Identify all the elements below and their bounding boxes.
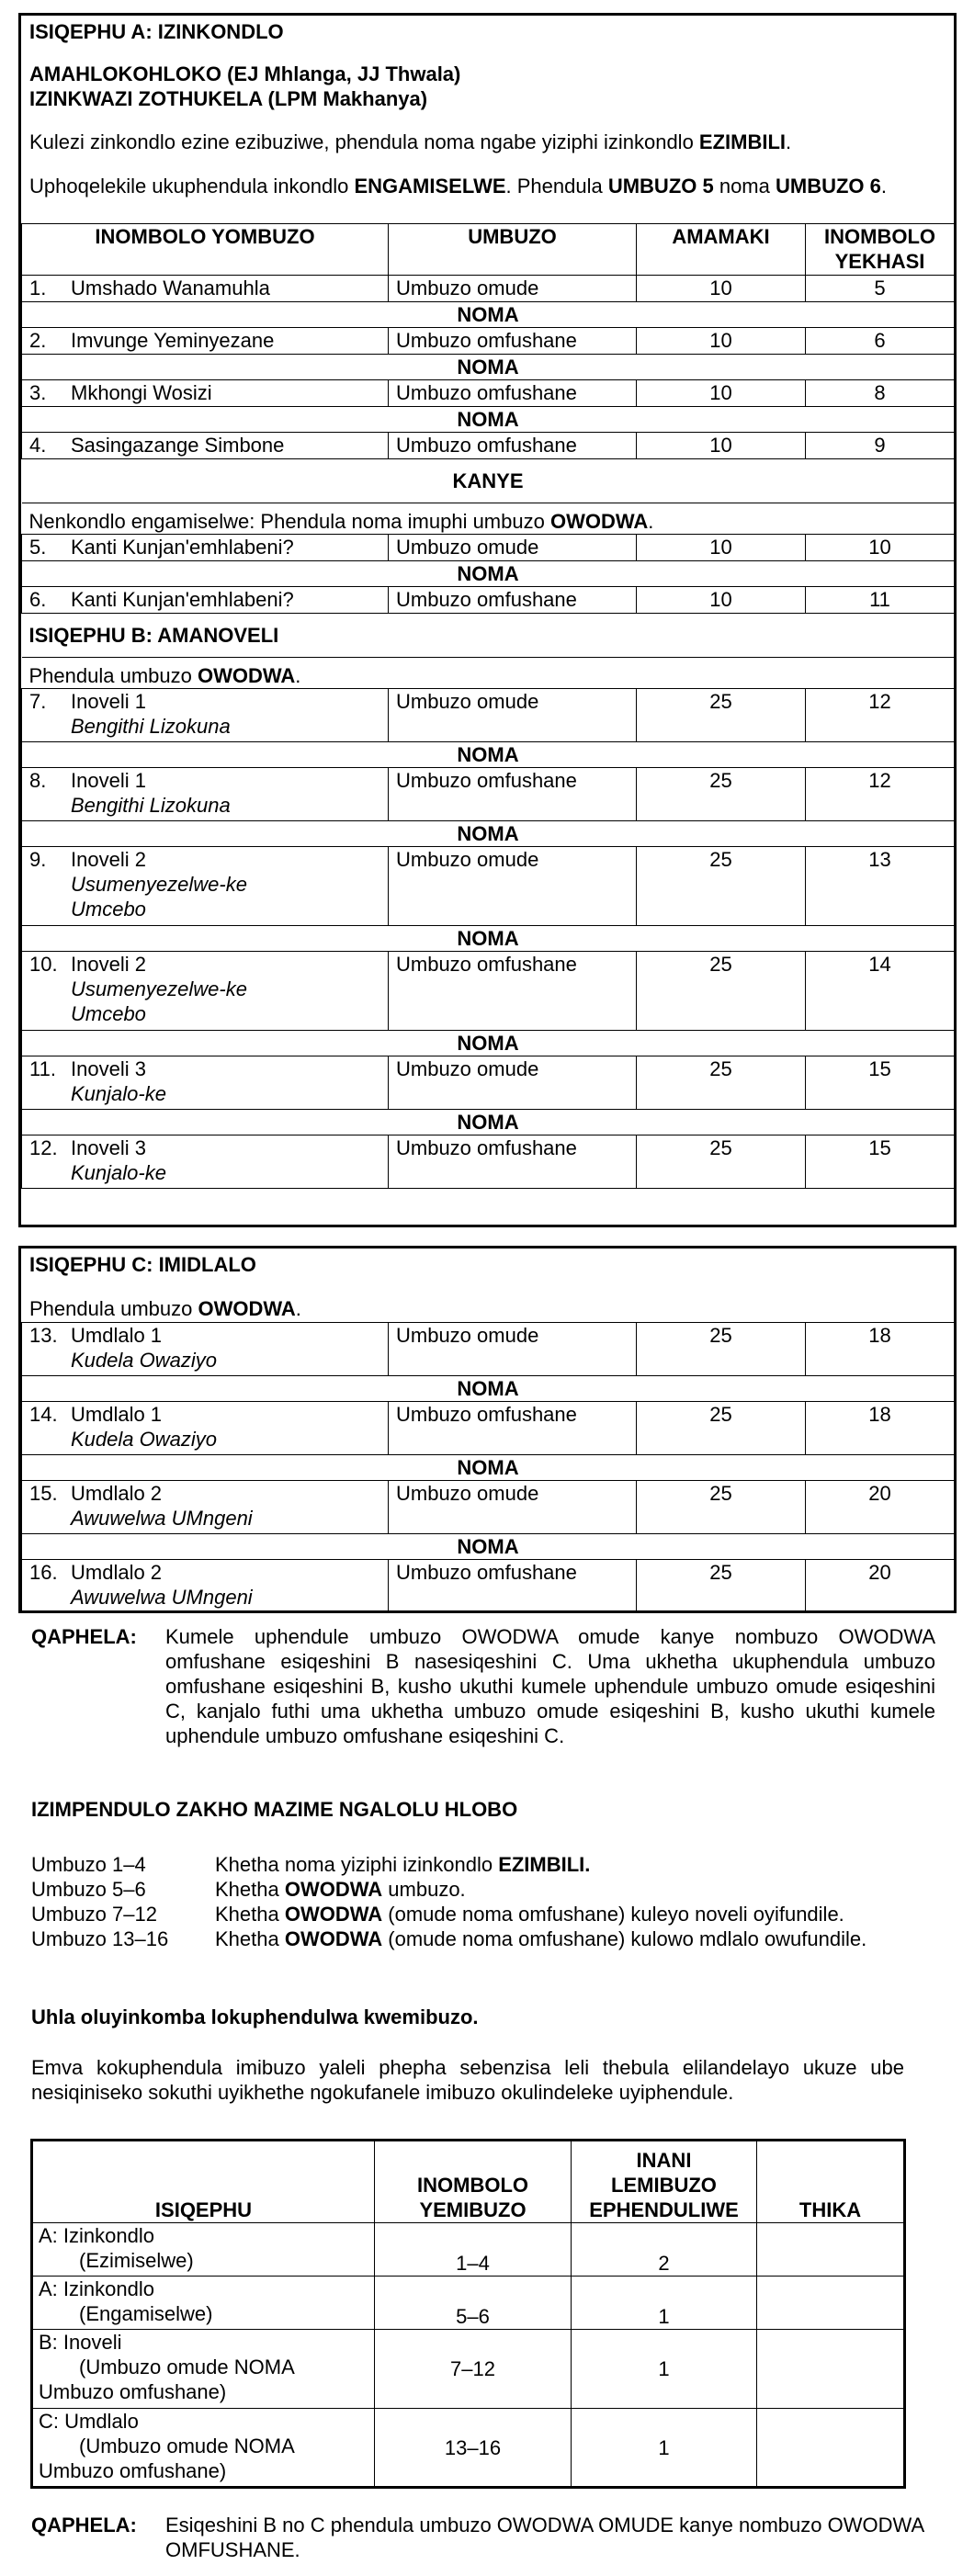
question-cell xyxy=(22,587,389,614)
checklist-section xyxy=(32,2223,375,2277)
checklist-section xyxy=(32,2330,375,2409)
section-b-title-row xyxy=(22,614,955,658)
marks-cell: 25 xyxy=(637,847,806,926)
answered-count: 2 xyxy=(572,2223,757,2277)
question-cell xyxy=(22,1402,389,1455)
answer-text-bold: OWODWA xyxy=(284,1927,383,1950)
section-a-b-box xyxy=(18,13,957,1227)
checklist-row xyxy=(32,2409,905,2488)
tick-box[interactable] xyxy=(757,2330,905,2409)
table-row xyxy=(22,1402,955,1455)
table-row xyxy=(22,768,955,821)
question-type: Umbuzo omude xyxy=(389,1481,637,1534)
noma-label: NOMA xyxy=(22,821,955,847)
question-cell xyxy=(22,952,389,1031)
drama-title: Kudela Owaziyo xyxy=(71,1349,217,1372)
col-header-answered-count xyxy=(572,2141,757,2223)
question-type: Umbuzo omude xyxy=(389,847,637,926)
question-number: 15. xyxy=(29,1482,58,1505)
section-sub: (Engamiselwe) xyxy=(79,2302,213,2325)
anthology-1: AMAHLOKOHLOKO (EJ Mhlanga, JJ Thwala) xyxy=(29,62,461,85)
section-sub: Umbuzo omfushane) xyxy=(39,2380,227,2403)
noma-row xyxy=(22,926,955,952)
checklist-row xyxy=(32,2330,905,2409)
note-text: Esiqeshini B no C phendula umbuzo OWODWA OMUDE kanye nombuzo OWODWA OMFUSHANE. xyxy=(165,2514,923,2561)
section-sub: (Umbuzo omude NOMA xyxy=(79,2356,295,2378)
answer-label: Umbuzo 13–16 xyxy=(31,1927,169,1950)
section-sub: Umbuzo omfushane) xyxy=(39,2459,227,2482)
answers-title: IZIMPENDULO ZAKHO MAZIME NGALOLU HLOBO xyxy=(31,1798,518,1821)
marks-cell: 25 xyxy=(637,689,806,742)
question-type: Umbuzo omfushane xyxy=(389,1402,637,1455)
answer-row xyxy=(31,1926,904,1951)
header-line: EPHENDULIWE xyxy=(589,2198,739,2221)
marks-cell: 10 xyxy=(637,276,806,302)
table-row xyxy=(22,276,955,302)
page-cell: 9 xyxy=(806,433,955,459)
col-header-question: UMBUZO xyxy=(389,224,637,276)
answer-text-part: Khetha xyxy=(215,1927,285,1950)
checklist-section xyxy=(32,2277,375,2330)
answer-text xyxy=(215,1902,935,1926)
section-name: C: Umdlalo xyxy=(39,2410,139,2433)
question-number: 1. xyxy=(29,277,47,299)
question-type: Umbuzo omude xyxy=(389,535,637,561)
novel-title: Umcebo xyxy=(71,1002,146,1025)
answered-count: 1 xyxy=(572,2330,757,2409)
novel-title: Usumenyezelwe-ke xyxy=(71,977,247,1000)
checklist-header-row xyxy=(32,2141,905,2223)
col-header-question-number: INOMBOLO YOMBUZO xyxy=(22,224,389,276)
prescribed-instruction xyxy=(22,503,955,535)
answer-text-part: (omude noma omfushane) kulowo mdlalo owufundile. xyxy=(382,1927,867,1950)
page-cell: 8 xyxy=(806,380,955,407)
instr-text: . Phendula xyxy=(505,175,608,198)
question-type: Umbuzo omfushane xyxy=(389,328,637,355)
answer-text-bold: OWODWA xyxy=(284,1903,383,1926)
question-title: Inoveli 2 xyxy=(71,848,146,871)
page-cell: 13 xyxy=(806,847,955,926)
note-label: QAPHELA: xyxy=(31,1625,137,1648)
page-cell: 12 xyxy=(806,689,955,742)
question-number: 11. xyxy=(29,1057,56,1080)
page-cell: 20 xyxy=(806,1481,955,1534)
question-type: Umbuzo omfushane xyxy=(389,768,637,821)
novel-title: Bengithi Lizokuna xyxy=(71,715,231,738)
question-cell xyxy=(22,1481,389,1534)
tick-box[interactable] xyxy=(757,2277,905,2330)
instr-text: Phendula umbuzo xyxy=(29,1297,198,1320)
table-row xyxy=(22,433,955,459)
question-number: 14. xyxy=(29,1403,58,1426)
question-type: Umbuzo omfushane xyxy=(389,380,637,407)
col-header-question-numbers xyxy=(375,2141,572,2223)
anthology-2: IZINKWAZI ZOTHUKELA (LPM Makhanya) xyxy=(29,87,428,110)
marks-cell: 25 xyxy=(637,1481,806,1534)
section-a-instruction-1 xyxy=(29,130,946,154)
answer-row xyxy=(31,1877,904,1902)
instr-text: . xyxy=(648,510,654,533)
page-cell: 18 xyxy=(806,1402,955,1455)
question-type: Umbuzo omfushane xyxy=(389,1560,637,1613)
page-cell: 5 xyxy=(806,276,955,302)
question-range: 7–12 xyxy=(375,2330,572,2409)
answer-label: Umbuzo 7–12 xyxy=(31,1903,157,1926)
answer-instructions xyxy=(31,1852,904,1951)
noma-label: NOMA xyxy=(22,1031,955,1056)
section-b-instruction-row xyxy=(22,658,955,689)
question-type: Umbuzo omude xyxy=(389,1056,637,1110)
question-type: Umbuzo omude xyxy=(389,276,637,302)
answer-label: Umbuzo 5–6 xyxy=(31,1878,146,1901)
noma-label: NOMA xyxy=(22,1534,955,1560)
header-line: YEKHASI xyxy=(834,250,925,273)
table-row xyxy=(22,1560,955,1613)
question-title: Inoveli 1 xyxy=(71,690,146,713)
question-type: Umbuzo omfushane xyxy=(389,952,637,1031)
page-cell: 15 xyxy=(806,1135,955,1189)
section-name: B: Inoveli xyxy=(39,2331,122,2354)
question-title: Imvunge Yeminyezane xyxy=(71,329,275,352)
instr-bold: OWODWA xyxy=(198,1297,296,1320)
checklist-intro: Emva kokuphendula imibuzo yaleli phepha sebenzisa leli thebula elilandelayo ukuze ube nesiqiniseko sokuthi uyikhethe ngokufanele imibuzo okulindeleke uyiphendule. xyxy=(31,2056,904,2104)
noma-row xyxy=(22,821,955,847)
kanye-label: KANYE xyxy=(22,459,955,503)
table-header-row xyxy=(22,224,955,276)
question-type: Umbuzo omfushane xyxy=(389,587,637,614)
instr-text: . xyxy=(786,130,792,153)
marks-cell: 10 xyxy=(637,380,806,407)
col-header-tick: THIKA xyxy=(757,2141,905,2223)
page-cell: 15 xyxy=(806,1056,955,1110)
col-header-section: ISIQEPHU xyxy=(32,2141,375,2223)
question-title: Kanti Kunjan'emhlabeni? xyxy=(71,588,294,611)
header-line: INANI xyxy=(636,2149,692,2172)
noma-row xyxy=(22,407,955,433)
question-number: 10. xyxy=(29,953,58,976)
question-number: 7. xyxy=(29,690,47,713)
question-title: Umshado Wanamuhla xyxy=(71,277,270,299)
noma-row xyxy=(22,1534,955,1560)
marks-cell: 25 xyxy=(637,1402,806,1455)
question-type: Umbuzo omfushane xyxy=(389,433,637,459)
question-number: 3. xyxy=(29,381,47,404)
answered-count: 1 xyxy=(572,2409,757,2488)
drama-title: Awuwelwa UMngeni xyxy=(71,1586,253,1609)
novel-title: Kunjalo-ke xyxy=(71,1082,166,1105)
noma-label: NOMA xyxy=(22,1110,955,1135)
checklist-table xyxy=(30,2139,906,2489)
table-row xyxy=(22,952,955,1031)
instr-bold: UMBUZO 5 xyxy=(607,175,714,198)
novel-title: Kunjalo-ke xyxy=(71,1161,166,1184)
note-text: Kumele uphendule umbuzo OWODWA omude kanye nombuzo OWODWA omfushane esiqeshini B nasesiqeshini C. Uma ukhetha ukuphendula umbuzo omfushane esiqeshini B, kusho ukuthi kumele uphendule umbuzo omude esiqeshini C, kanjalo futhi uma ukhetha umbuzo omude esiqeshini B, kusho ukuthi kumele uphendule umbuzo omfushane esiqeshini C. xyxy=(165,1625,935,1747)
noma-label: NOMA xyxy=(22,355,955,380)
question-title: Kanti Kunjan'emhlabeni? xyxy=(71,536,294,559)
section-a-title: ISIQEPHU A: IZINKONDLO xyxy=(29,20,284,43)
noma-label: NOMA xyxy=(22,742,955,768)
section-c-box xyxy=(18,1246,957,1613)
page-cell: 10 xyxy=(806,535,955,561)
question-title: Umdlalo 2 xyxy=(71,1561,163,1584)
prescribed-row xyxy=(22,503,955,535)
question-title: Mkhongi Wosizi xyxy=(71,381,212,404)
marks-cell: 10 xyxy=(637,535,806,561)
question-number: 5. xyxy=(29,536,47,559)
section-c-title: ISIQEPHU C: IMIDLALO xyxy=(29,1253,256,1276)
tick-box[interactable] xyxy=(757,2409,905,2488)
instr-text: . xyxy=(295,664,301,687)
page-cell: 6 xyxy=(806,328,955,355)
answer-text-part: Khetha xyxy=(215,1903,285,1926)
question-cell xyxy=(22,768,389,821)
question-type: Umbuzo omude xyxy=(389,689,637,742)
question-number: 16. xyxy=(29,1561,58,1584)
instr-text: . xyxy=(295,1297,301,1320)
instr-bold: UMBUZO 6 xyxy=(775,175,881,198)
marks-cell: 25 xyxy=(637,768,806,821)
answer-text xyxy=(215,1877,935,1902)
novel-title: Umcebo xyxy=(71,898,146,921)
checklist-row xyxy=(32,2277,905,2330)
question-range: 13–16 xyxy=(375,2409,572,2488)
question-title: Inoveli 2 xyxy=(71,953,146,976)
section-b-title: ISIQEPHU B: AMANOVELI xyxy=(22,614,955,658)
checklist-row xyxy=(32,2223,905,2277)
noma-row xyxy=(22,742,955,768)
instr-text: Kulezi zinkondlo ezine ezibuziwe, phendula noma ngabe yiziphi izinkondlo xyxy=(29,130,699,153)
question-cell xyxy=(22,1560,389,1613)
noma-label: NOMA xyxy=(22,407,955,433)
table-row xyxy=(22,1323,955,1376)
table-row xyxy=(22,689,955,742)
question-number: 2. xyxy=(29,329,47,352)
question-number: 12. xyxy=(29,1136,58,1159)
question-title: Umdlalo 1 xyxy=(71,1403,163,1426)
table-row xyxy=(22,1481,955,1534)
section-sub: (Umbuzo omude NOMA xyxy=(79,2435,295,2457)
marks-cell: 25 xyxy=(637,1056,806,1110)
drama-title: Kudela Owaziyo xyxy=(71,1428,217,1451)
marks-cell: 10 xyxy=(637,328,806,355)
question-title: Umdlalo 2 xyxy=(71,1482,163,1505)
question-number: 6. xyxy=(29,588,47,611)
instr-bold: EZIMBILI xyxy=(698,130,787,153)
question-type: Umbuzo omude xyxy=(389,1323,637,1376)
section-c-instruction xyxy=(29,1296,301,1321)
note-2 xyxy=(31,2513,923,2564)
instr-bold: OWODWA xyxy=(197,664,296,687)
marks-cell: 25 xyxy=(637,1323,806,1376)
table-row xyxy=(22,1056,955,1110)
page-cell: 20 xyxy=(806,1560,955,1613)
header-line: INOMBOLO xyxy=(824,225,935,248)
novel-title: Usumenyezelwe-ke xyxy=(71,873,247,896)
answer-text xyxy=(215,1852,935,1877)
section-name: A: Izinkondlo xyxy=(39,2277,154,2300)
noma-row xyxy=(22,302,955,328)
question-cell xyxy=(22,433,389,459)
question-cell xyxy=(22,847,389,926)
question-type: Umbuzo omfushane xyxy=(389,1135,637,1189)
col-header-marks: AMAMAKI xyxy=(637,224,806,276)
kanye-row xyxy=(22,459,955,503)
question-number: 13. xyxy=(29,1324,58,1347)
question-cell xyxy=(22,328,389,355)
section-a-table xyxy=(21,223,955,1189)
answer-row xyxy=(31,1902,904,1926)
table-row xyxy=(22,535,955,561)
tick-box[interactable] xyxy=(757,2223,905,2277)
marks-cell: 10 xyxy=(637,433,806,459)
note-label: QAPHELA: xyxy=(31,2514,137,2536)
answer-text-bold: EZIMBILI. xyxy=(498,1853,591,1876)
question-title: Inoveli 1 xyxy=(71,769,146,792)
instr-text: . xyxy=(880,175,887,198)
question-cell xyxy=(22,1135,389,1189)
noma-label: NOMA xyxy=(22,926,955,952)
marks-cell: 25 xyxy=(637,1135,806,1189)
section-sub: (Ezimiselwe) xyxy=(79,2249,194,2272)
noma-row xyxy=(22,561,955,587)
section-b-instruction xyxy=(22,658,955,689)
checklist-section xyxy=(32,2409,375,2488)
section-a-instruction-2 xyxy=(29,174,946,198)
answer-row xyxy=(31,1852,904,1877)
instr-bold: ENGAMISELWE xyxy=(354,175,506,198)
instr-text: Uphoqelekile ukuphendula inkondlo xyxy=(29,175,355,198)
question-title: Inoveli 3 xyxy=(71,1057,146,1080)
section-name: A: Izinkondlo xyxy=(39,2224,154,2247)
answer-label: Umbuzo 1–4 xyxy=(31,1853,146,1876)
instr-text: Nenkondlo engamiselwe: Phendula noma imuphi umbuzo xyxy=(28,510,550,533)
marks-cell: 10 xyxy=(637,587,806,614)
table-row xyxy=(22,1135,955,1189)
note-1 xyxy=(31,1624,935,1771)
question-title: Sasingazange Simbone xyxy=(71,434,285,457)
question-cell xyxy=(22,276,389,302)
noma-row xyxy=(22,1031,955,1056)
answer-text-part: (omude noma omfushane) kuleyo noveli oyifundile. xyxy=(382,1903,844,1926)
question-title: Inoveli 3 xyxy=(71,1136,146,1159)
noma-row xyxy=(22,1110,955,1135)
table-row xyxy=(22,587,955,614)
question-range: 1–4 xyxy=(375,2223,572,2277)
answer-text-part: Khetha xyxy=(215,1878,285,1901)
question-range: 5–6 xyxy=(375,2277,572,2330)
question-number: 9. xyxy=(29,848,47,871)
page-cell: 11 xyxy=(806,587,955,614)
noma-row xyxy=(22,1376,955,1402)
question-cell xyxy=(22,380,389,407)
answer-order-heading: Uhla oluyinkomba lokuphendulwa kwemibuzo. xyxy=(31,2005,479,2028)
noma-label: NOMA xyxy=(22,1376,955,1402)
instr-text: Phendula umbuzo xyxy=(28,664,198,687)
page-cell: 14 xyxy=(806,952,955,1031)
question-cell xyxy=(22,1323,389,1376)
instr-bold: OWODWA xyxy=(549,510,649,533)
noma-label: NOMA xyxy=(22,302,955,328)
table-row xyxy=(22,328,955,355)
question-cell xyxy=(22,689,389,742)
table-row xyxy=(22,380,955,407)
noma-label: NOMA xyxy=(22,561,955,587)
answer-text-part: Khetha noma yiziphi izinkondlo xyxy=(215,1853,499,1876)
noma-label: NOMA xyxy=(22,1455,955,1481)
answered-count: 1 xyxy=(572,2277,757,2330)
question-title: Umdlalo 1 xyxy=(71,1324,163,1347)
novel-title: Bengithi Lizokuna xyxy=(71,794,231,817)
instr-text: noma xyxy=(713,175,776,198)
table-row xyxy=(22,847,955,926)
answer-text-bold: OWODWA xyxy=(284,1878,383,1901)
answer-text xyxy=(215,1926,935,1951)
page-cell: 12 xyxy=(806,768,955,821)
drama-title: Awuwelwa UMngeni xyxy=(71,1507,253,1530)
question-cell xyxy=(22,1056,389,1110)
section-c-table xyxy=(21,1322,955,1613)
marks-cell: 25 xyxy=(637,952,806,1031)
answer-text-part: umbuzo. xyxy=(382,1878,466,1901)
question-number: 4. xyxy=(29,434,47,457)
marks-cell: 25 xyxy=(637,1560,806,1613)
noma-row xyxy=(22,355,955,380)
page-cell: 18 xyxy=(806,1323,955,1376)
header-line: INOMBOLO xyxy=(417,2174,528,2197)
header-line: YEMIBUZO xyxy=(419,2198,527,2221)
question-number: 8. xyxy=(29,769,47,792)
question-cell xyxy=(22,535,389,561)
noma-row xyxy=(22,1455,955,1481)
header-line: LEMIBUZO xyxy=(611,2174,717,2197)
col-header-page-number xyxy=(806,224,955,276)
